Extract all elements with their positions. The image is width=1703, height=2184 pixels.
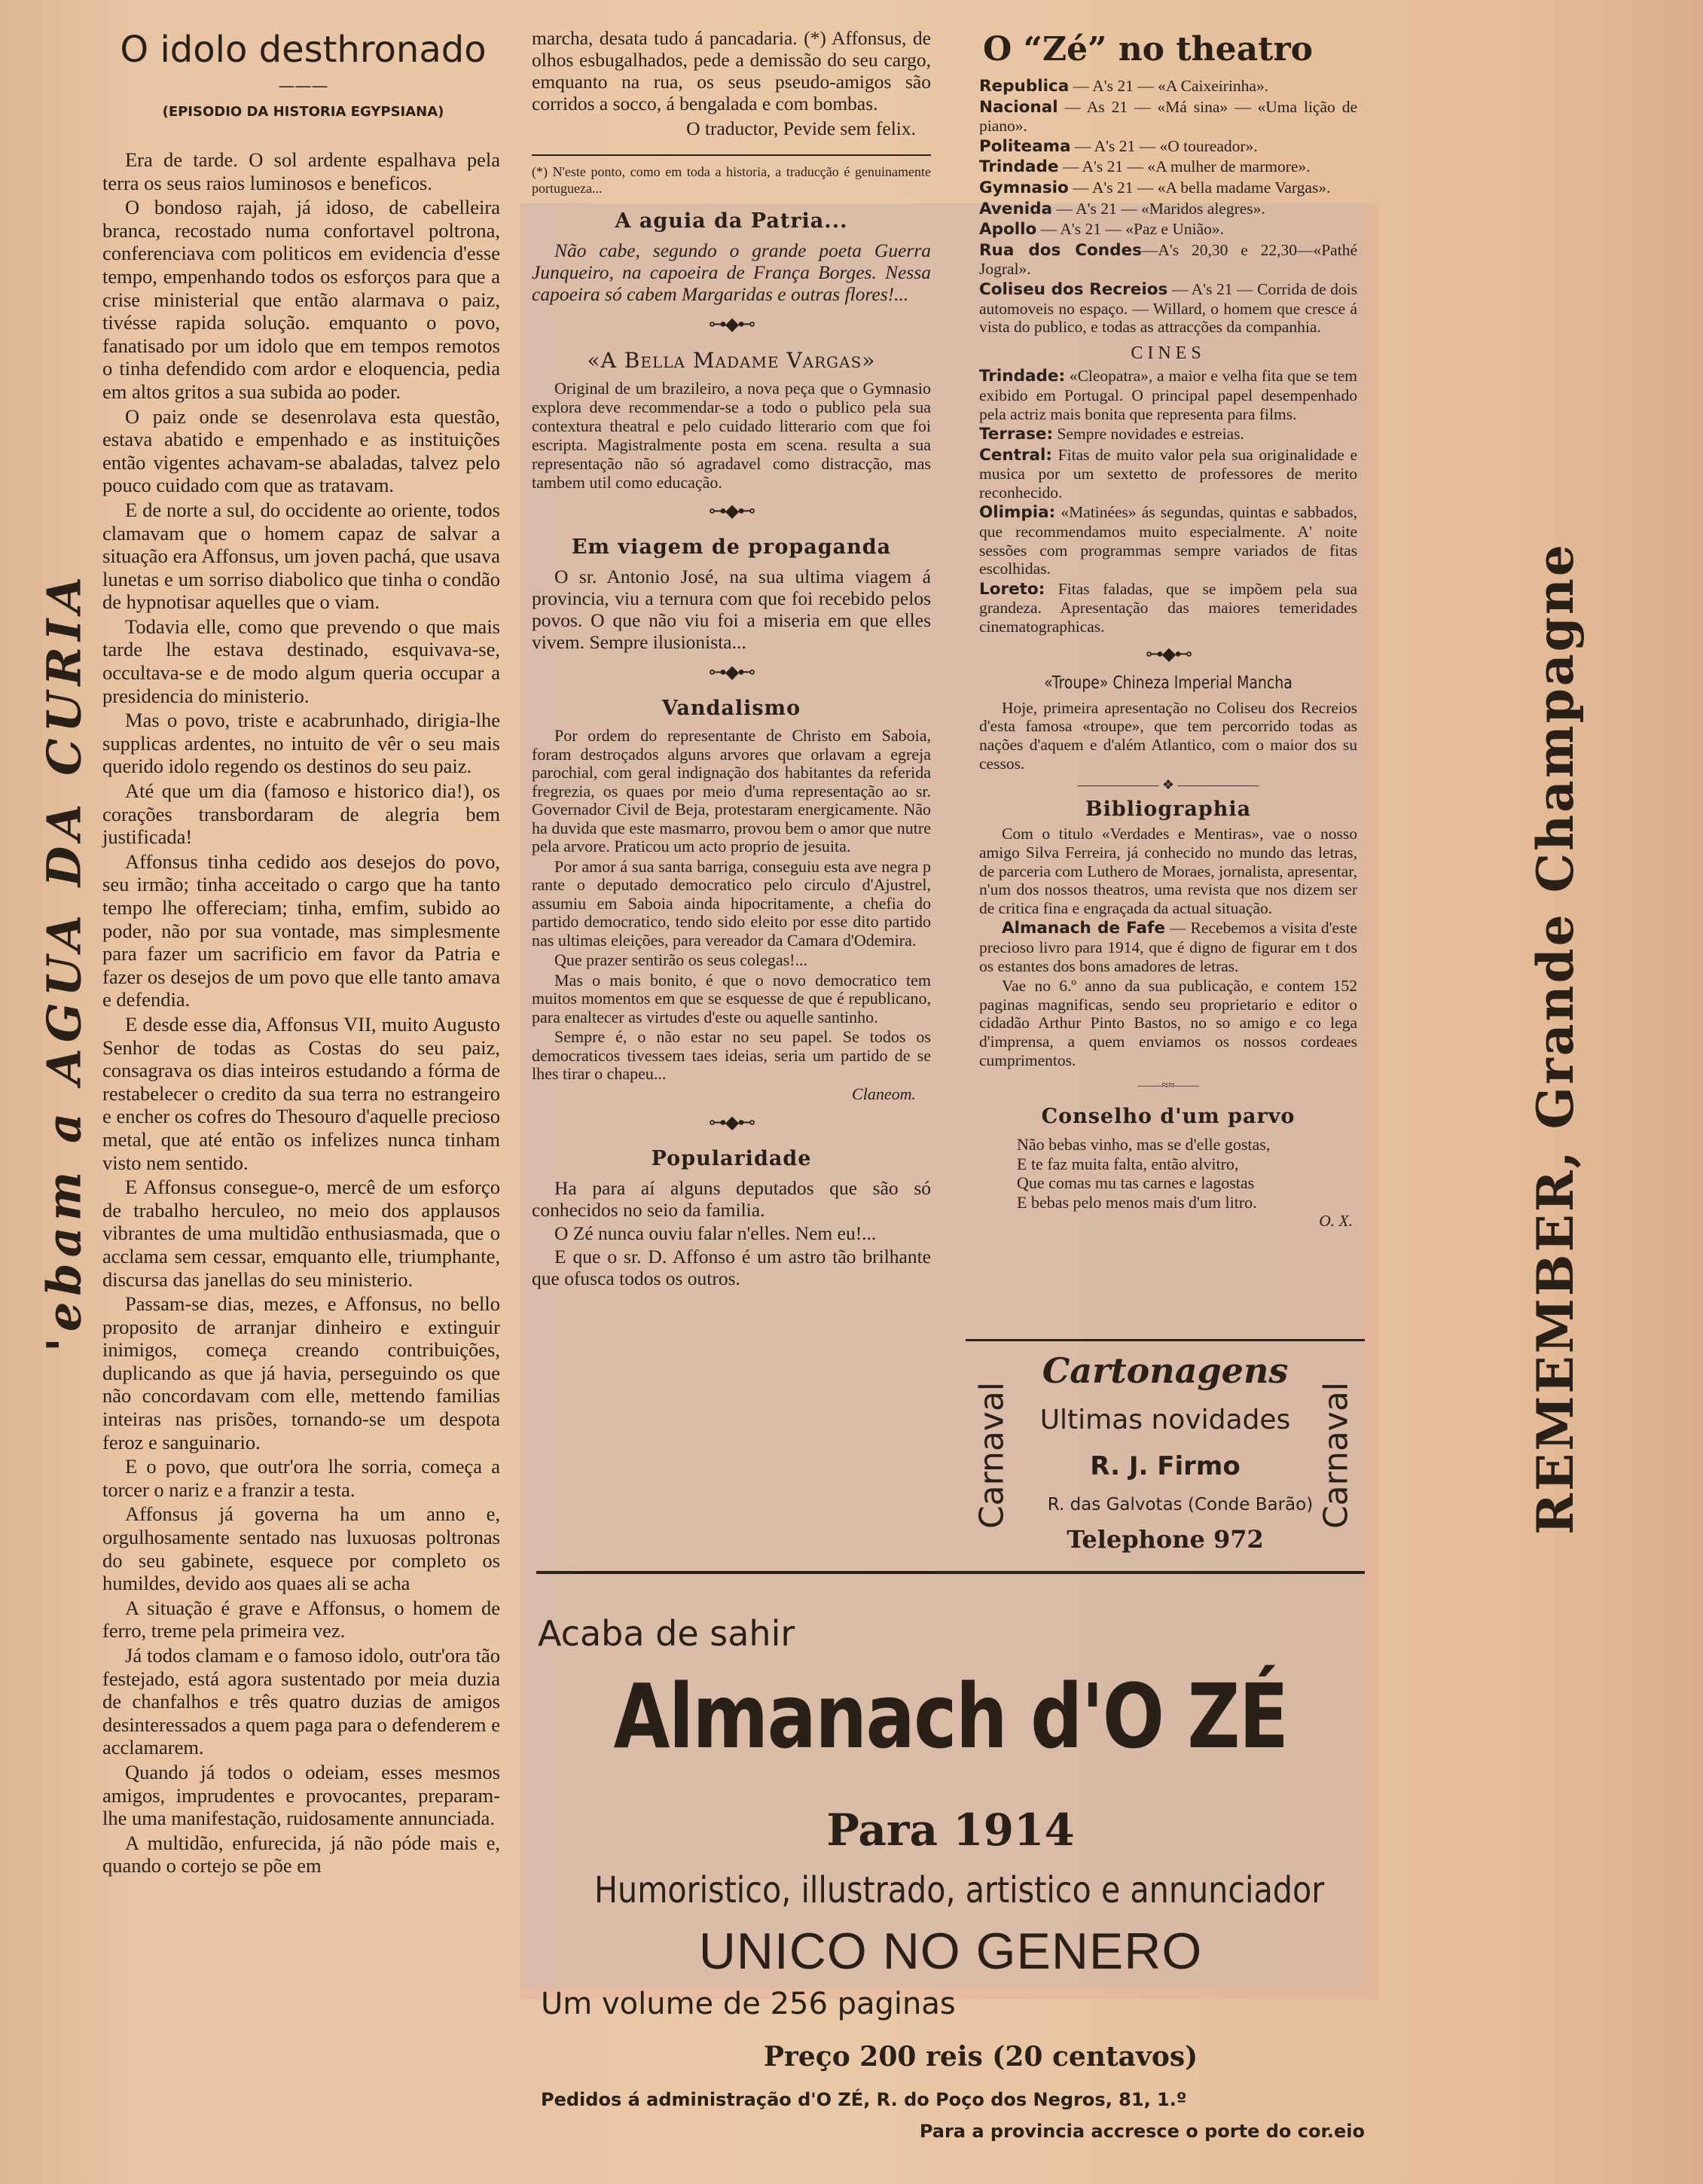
poem-signature: O. X. (1319, 1212, 1353, 1231)
cine-entry-name: Central: (979, 445, 1053, 465)
theatre-entry-text: — A's 21 — «A bella madame Vargas». (1068, 178, 1331, 197)
theatre-entry-text: — As 21 — «Má sina» — «Uma lição de piano». (979, 97, 1357, 136)
article-subtitle: (EPISODIO DA HISTORIA EGYPSIANA) (162, 104, 444, 120)
theatre-entry-text: — A's 21 — «A Caixeirinha». (1069, 77, 1269, 95)
biblio-entry-name: Almanach de Fafe (1002, 919, 1165, 938)
biblio-text: Vae no 6.º anno da sua publicação, e contem 152 paginas magnificas, sendo seu proprietario e editor o cidadão Arthur Pinto Bastos, no so amigo e co lega d'imprensa, a quem enviamos os nossos cordeaes cumprimentos. (979, 977, 1357, 1069)
cartonagens-title: Cartonagens (1042, 1350, 1289, 1391)
article-paragraph: Era de tarde. O sol ardente espalhava pela terra os seus raios luminosos e beneficos. (102, 148, 500, 194)
almanach-title: Almanach d'O ZÉ (613, 1664, 1288, 1768)
biblio-title: Bibliographia (1085, 797, 1252, 821)
left-margin-ad: 'ebam a AGUA DA CURIA (36, 570, 92, 1353)
poem (979, 1135, 1357, 1212)
poem-line: E te faz muita falta, então alvitro, (1017, 1154, 1239, 1173)
theatre-title: O “Zé” no theatro (983, 30, 1314, 69)
almanach-year: Para 1914 (826, 1804, 1075, 1856)
article-paragraph: O bondoso rajah, já idoso, de cabelleira branca, recostado numa confortavel poltrona, conferenciava com politicos em evidencia d'esse tempo, empenhando todos os esforços para que a crise ministerial que então alarmava o paiz, tivésse rapida solução. emquanto o povo, fanatisado por um idolo que em tempos remotos o tinha defendido com ardor e eloquencia, pedia em altos gritos a sua subida ao poder. (102, 196, 500, 403)
troupe-title: «Troupe» Chineza Imperial Mancha (1044, 673, 1293, 694)
theatre-entry-text: — A's 21 — «A mulher de marmore». (1058, 157, 1311, 176)
theatre-entry (979, 157, 1357, 177)
cine-entry-name: Terrase: (979, 425, 1054, 444)
section-text-popularidade: Ha para aí alguns deputados que são só conhecidos no seio da familia. (532, 1177, 931, 1221)
almanach-volume: Um volume de 256 paginas (541, 1987, 956, 2021)
cine-entry (979, 425, 1357, 444)
title-dash: ——— (278, 77, 328, 96)
cine-entry-name: Loreto: (979, 579, 1045, 599)
poem-line: Que comas mu tas carnes e lagostas (1017, 1173, 1255, 1193)
article-paragraph: Affonsus já governa ha um anno e, orgulhosamente sentado nas luxuosas poltronas do seu gabinete, esquece por completo os humildes, devido aos quaes ali se acha (102, 1502, 500, 1595)
article-paragraph: E desde esse dia, Affonsus VII, muito Augusto Senhor de todas as Costas do seu paiz, consagrava os dias inteiros estudando a fórma de restabelecer o credito da sua terra no estrangeiro e encher os cofres do Thesouro d'aquelle precioso metal, que até então os infelizes nunca tinham visto nem sentido. (102, 1012, 500, 1174)
theatre-entry-name: Rua dos Condes (979, 240, 1142, 260)
vandalismo-signature: Claneom. (852, 1084, 916, 1103)
cine-entry-text: «Cleopatra», a maior e velha fita que se tem exibido em Portugal. O principal papel desempenhado pela actriz mais bonita que representa para films. (979, 367, 1357, 423)
section-text-viagem: O sr. Antonio José, na sua ultima viagem á provincia, viu a ternura com que foi recebido pelos povos. O que não viu foi a miseria em que elles vivem. Sempre ilusionista... (532, 566, 931, 653)
firmo-phone: Telephone 972 (1067, 1525, 1264, 1554)
cine-entry (979, 580, 1357, 636)
poem-line: E bebas pelo menos mais d'um litro. (1017, 1192, 1257, 1212)
almanach-ad (536, 1574, 1365, 2146)
cine-entry-text: «Matinées» ás segundas, quintas e sabbados, que recommendamos muito especialmente. A' noite sessões com programmas sempre variados de fitas escolhidas. (979, 503, 1357, 578)
section-text-vandalismo: Por ordem do representante de Christo em Saboia, foram destroçados alguns arvores que orlavam a egreja parochial, com geral indignação dos habitantes da referida fregrezia, os quaes por meio d'uma representação ao sr. Governador Civil de Beja, protestaram energicamente. Não ha duvida que este masmarro, provou bem o amor que nutre pela arvore. Praticou um acto proprio de jesuita. (532, 726, 931, 856)
section-title-vargas: «A Bella Madame Vargas» (587, 348, 876, 373)
theatre-entry-name: Apollo (979, 220, 1037, 239)
column-three (979, 27, 1357, 1231)
poem-line: Não bebas vinho, mas se d'elle gostas, (1017, 1135, 1271, 1155)
section-text-vandalismo: Que prazer sentirão os seus colegas!... (554, 950, 807, 969)
theatre-entry-name: Politeama (979, 136, 1071, 156)
continuation-text: marcha, desata tudo á pancadaria. (*) Affonsus, de olhos esbugalhados, pede a demissão do seu cargo, emquanto na rua, os seus pseudo-amigos são corridos a socco, á bengalada e com bombas. (532, 27, 931, 114)
theatre-entry-name: Nacional (979, 97, 1058, 117)
almanach-desc: Humoristico, illustrado, artistico e annunciador (594, 1869, 1325, 1911)
article-paragraph: Já todos clamam e o famoso idolo, outr'ora tão festejado, está agora sustentado por meia duzia de chanfalhos e três quatro duzias de amigos desinteressados a quem paga para o defenderem e acclamarem. (102, 1644, 500, 1759)
theatre-entry (979, 77, 1357, 96)
theatre-list (979, 77, 1357, 337)
theatre-entry (979, 200, 1357, 219)
section-title-viagem: Em viagem de propaganda (571, 535, 892, 559)
theatre-entry-text: — A's 21 — «Maridos alegres». (1052, 199, 1265, 218)
translator-signature: O traductor, Pevide sem felix. (686, 117, 916, 139)
almanach-orders: Pedidos á administração d'O ZÉ, R. do Poço dos Negros, 81, 1.º (541, 2089, 1187, 2110)
conselho-title: Conselho d'um parvo (1041, 1104, 1296, 1128)
section-text-vandalismo: Por amor á sua santa barriga, conseguiu esta ave negra p rante o deputado democratico pelo circulo d'Ajustrel, assumiu em Saboia ainda hipocritamente, a chefia do partido democratico, tendo sido eleito por esse dito partido nas ultimas eleições, para vereador da Camara d'Odemira. (532, 856, 931, 950)
theatre-entry-text: — A's 21 — Corrida de dois automoveis no espaço. — Willard, o homem que cresce á vista do publico, e todas as attracções da companhia. (979, 279, 1358, 337)
article-paragraph: Passam-se dias, mezes, e Affonsus, no bello proposito de arranjar dinheiro e extinguir inimigos, começa creando contribuições, duplicando as que já havia, perseguindo os que não concordavam com elle, mettendo familias inteiras nas prisões, tornando-se um despota feroz e sanguinario. (102, 1292, 500, 1453)
ornament-divider: ⊶◆⊷ (708, 1113, 755, 1133)
ornament-divider: ⊶◆⊷ (1145, 644, 1192, 664)
theatre-entry-text: —A's 20,30 e 22,30—«Pathé Jogral». (979, 240, 1357, 279)
biblio-entry (979, 919, 1357, 975)
theatre-entry-text: — A's 21 — «O toureador». (1070, 136, 1258, 155)
ornament-divider: ⊶◆⊷ (708, 502, 755, 521)
section-title-popularidade: Popularidade (651, 1147, 812, 1170)
section-text-popularidade: E que o sr. D. Affonso é um astro tão brilhante que ofusca todos os outros. (532, 1246, 931, 1289)
almanach-unique: UNICO NO GENERO (698, 1923, 1203, 1980)
theatre-entry (979, 220, 1357, 239)
almanach-price: Preço 200 reis (20 centavos) (763, 2041, 1198, 2073)
article-paragraph: O paiz onde se desenrolava esta questão, estava abatido e empenhado e as instituições então vigentes achavam-se abaladas, talvez pelo pouco cuidado com que as tratavam. (102, 404, 500, 497)
article-title: O idolo desthronado (120, 29, 487, 71)
section-text-vandalismo: Mas o mais bonito, é que o novo democratico tem muitos momentos em que se esquesse de que é republicano, para enaltecer as virtudes d'este ou aquelle santinho. (532, 970, 931, 1026)
carnaval-ad (966, 1344, 1365, 1570)
theatre-entry-name: Avenida (979, 199, 1053, 218)
article-paragraph: A situação é grave e Affonsus, o homem de ferro, treme pela primeira vez. (102, 1596, 500, 1643)
article-paragraph: Quando já todos o odeiam, esses mesmos amigos, imprudentes e provocantes, preparam-lhe uma manifestação, ruidosamente annunciada. (102, 1760, 500, 1830)
article-paragraph: E o povo, que outr'ora lhe sorria, começa a torcer o nariz e a franzir a testa. (102, 1455, 500, 1501)
theatre-entry (979, 137, 1357, 157)
biblio-entry-text: — Recebemos a visita d'este precioso livro para 1914, que é digno de figurar em t dos os estantes dos bons amadores de letras. (979, 919, 1357, 975)
theatre-entry-name: Trindade (979, 157, 1059, 177)
ornament-line: ——≈≈—— (1137, 1079, 1199, 1093)
footnote: (*) N'este ponto, como em toda a historia, a traducção é genuinamente portugueza... (532, 164, 931, 196)
cartonagens-line: Ultimas novidades (1039, 1405, 1291, 1435)
divider-line (532, 154, 931, 156)
cine-entry-text: Fitas de muito valor pela sua originalidade e musica por um sextetto de professores de merito reconhecido. (979, 445, 1357, 502)
article-paragraph: A multidão, enfurecida, já não póde mais e, quando o cortejo se põe em (102, 1831, 500, 1877)
firmo-name: R. J. Firmo (1090, 1451, 1241, 1481)
section-text-popularidade: O Zé nunca ouviu falar n'elles. Nem eu!... (554, 1222, 877, 1244)
almanach-intro: Acaba de sahir (538, 1613, 795, 1654)
theatre-entry-name: Republica (979, 77, 1070, 96)
carnaval-side-right: Carnaval (1317, 1381, 1356, 1530)
cine-entry-text: Sempre novidades e estreias. (1053, 425, 1244, 444)
ornament-divider: ⊶◆⊷ (708, 315, 755, 334)
cine-entry (979, 446, 1357, 502)
cine-entry (979, 503, 1357, 578)
article-body (102, 148, 500, 1879)
article-paragraph: Até que um dia (famoso e historico dia!), os corações transbordaram de alegria bem justificada! (102, 779, 500, 849)
ornament-divider: ⊶◆⊷ (708, 663, 755, 682)
cine-entry-name: Trindade: (979, 367, 1066, 386)
firmo-address: R. das Galvotas (Conde Barão) (1047, 1495, 1314, 1514)
troupe-text: Hoje, primeira apresentação no Coliseu dos Recreios d'esta famosa «troupe», que tem percorrido todas as nações d'aquem e d'além Atlantico, com o maior dos su cessos. (979, 698, 1357, 773)
section-title-aguia: A aguia da Patria... (615, 209, 848, 233)
theatre-entry-name: Coliseu dos Recreios (979, 279, 1168, 299)
biblio-text: Com o titulo «Verdades e Mentiras», vae o nosso amigo Silva Ferreira, já conhecido no mundo das letras, de parceria com Luthero de Moraes, jornalista, apresentar, n'um dos nossos theatros, uma revista que nos dizem ser de critica fina e engraçada da actual situação. (979, 825, 1357, 917)
article-paragraph: E de norte a sul, do occidente ao oriente, todos clamavam que o homem capaz de salvar a situação era Affonsus, um joven pachá, que usava lunetas e um sorriso diabolico que tinha o condão de hypnotisar aquelles que o viam. (102, 498, 500, 614)
section-text-vargas: Original de um brazileiro, a nova peça que o Gymnasio explora deve recommendar-se a todo o publico pela sua contextura theatral e pelo cuidado litterario com que foi escripta. Magistralmente posta em scena. resulta a sua representação não só agradavel como distracção, mas tambem util como educação. (532, 379, 931, 492)
article-paragraph: Mas o povo, triste e acabrunhado, dirigia-lhe supplicas ardentes, no intuito de vêr o seu mais querido idolo regendo os destinos do seu paiz. (102, 709, 500, 778)
theatre-entry-text: — A's 21 — «Paz e União». (1036, 220, 1225, 239)
theatre-entry (979, 241, 1357, 279)
section-text-aguia: Não cabe, segundo o grande poeta Guerra Junqueiro, na capoeira de França Borges. Nessa capoeira só cabem Margaridas e outras flores!... (532, 239, 931, 305)
carnaval-side-left: Carnaval (972, 1381, 1012, 1530)
theatre-entry (979, 280, 1357, 337)
theatre-entry (979, 98, 1357, 136)
cine-entry-text: Fitas faladas, que se impõem pela sua grandeza. Apresentação das maiores temeridades cinematographicas. (979, 579, 1357, 636)
cines-list (979, 367, 1357, 636)
cines-title: CINES (1131, 343, 1206, 363)
cine-entry (979, 367, 1357, 423)
theatre-entry-name: Gymnasio (979, 178, 1069, 197)
ornament-line: —————— ❖ —————— (1077, 777, 1259, 793)
theatre-entry (979, 178, 1357, 198)
right-margin-ad: REMEMBER, Grande Champagne (1526, 542, 1585, 1535)
column-two (532, 27, 931, 1291)
cine-entry-name: Olimpia: (979, 503, 1056, 523)
article-paragraph: Todavia elle, como que prevendo o que mais tarde lhe estava destinado, esquivava-se, occultava-se e de modo algum queria occupar a presidencia do ministerio. (102, 615, 500, 707)
article-paragraph: E Affonsus consegue-o, mercê de um esforço de trabalho herculeo, no meio dos applausos vibrantes de uma multidão enthusiasmada, que o acclama sem cessar, emquanto elle, triumphante, discursa das janellas do seu ministerio. (102, 1176, 500, 1291)
section-title-vandalismo: Vandalismo (661, 697, 801, 720)
almanach-province: Para a provincia accresce o porte do cor.eio (919, 2121, 1365, 2142)
article-paragraph: Affonsus tinha cedido aos desejos do povo, seu irmão; tinha acceitado o cargo que ha tanto tempo lhe offereciam; tinha, emfim, subido ao poder, não por sua vontade, mas simplesmente para fazer um sacrificio em favor da Patria e fazer os desejos de um povo que elle tanto amava e defendia. (102, 850, 500, 1011)
section-text-vandalismo: Sempre é, o não estar no seu papel. Se todos os democraticos tivessem taes ideias, seria um partido de se lhes tirar o chapeu... (532, 1027, 931, 1083)
ad-top-rule (966, 1339, 1365, 1341)
